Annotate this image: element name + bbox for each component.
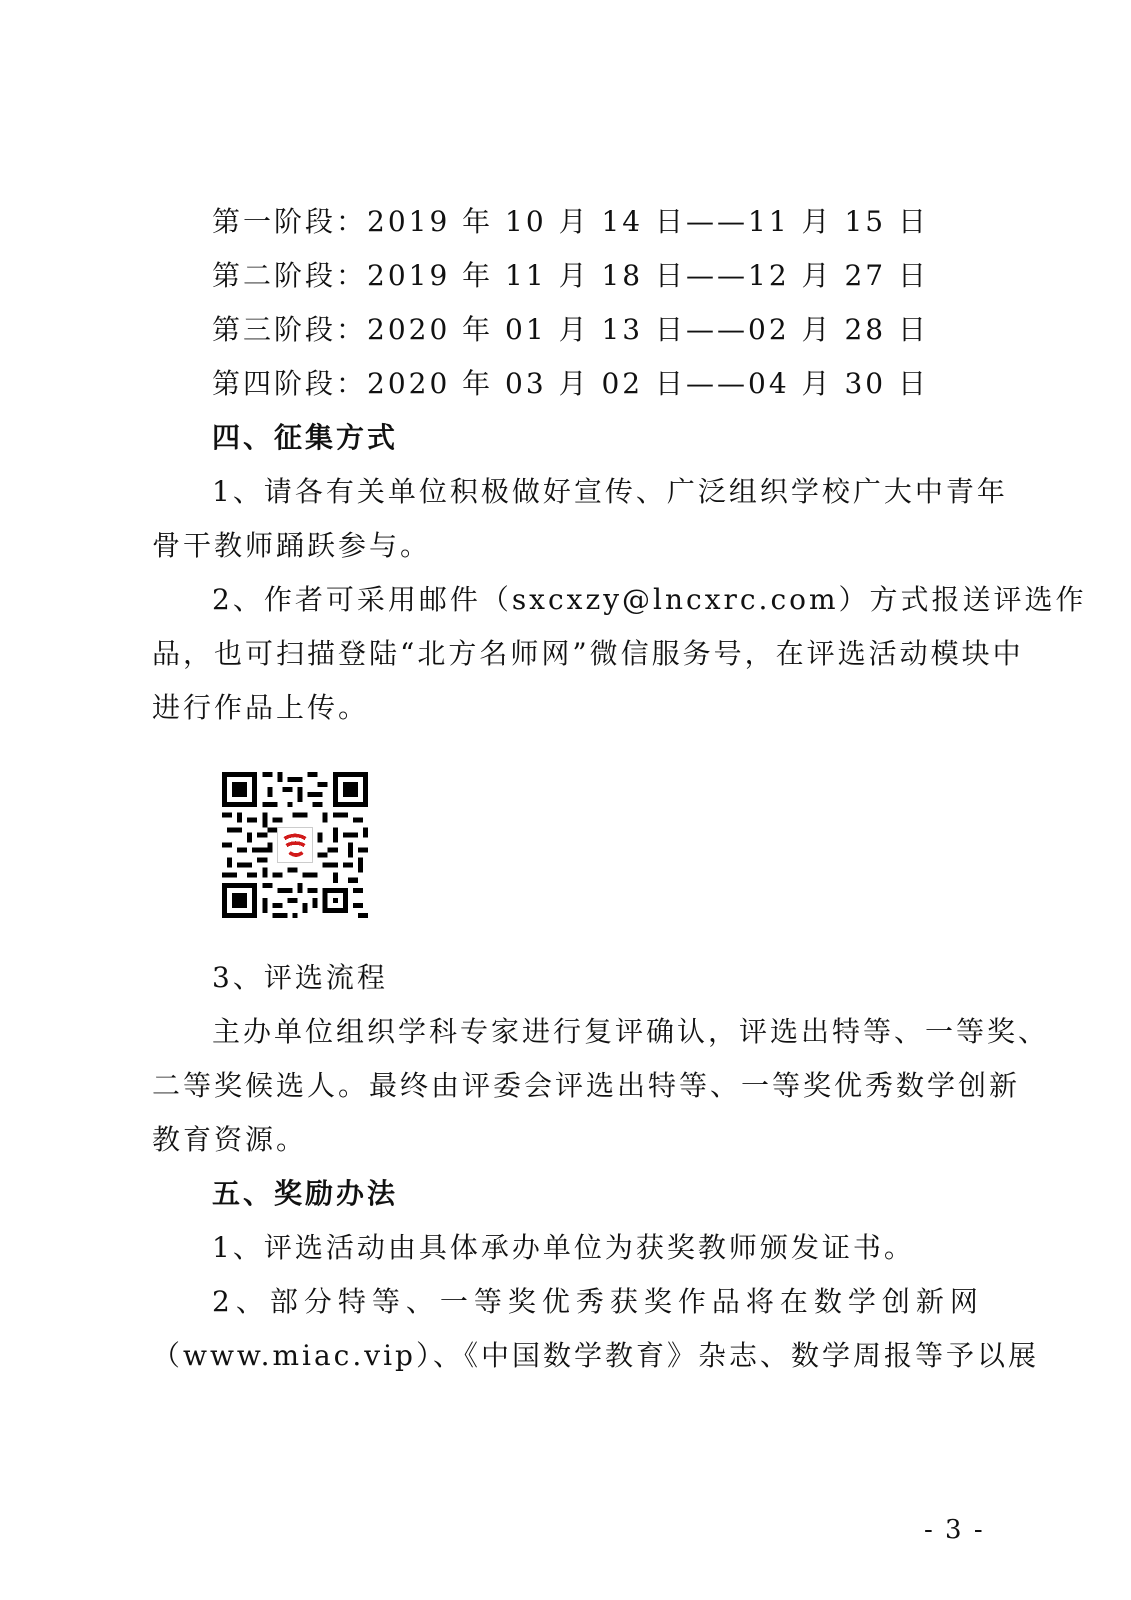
section-4-item-3-body-line-1: 主办单位组织学科专家进行复评确认，评选出特等、一等奖、 xyxy=(212,1015,1050,1048)
section-5-item-1: 1、评选活动由具体承办单位为获奖教师颁发证书。 xyxy=(212,1231,915,1264)
section-4-item-3-title: 3、评选流程 xyxy=(212,961,388,994)
section-4-item-3-body-line-2: 二等奖候选人。最终由评委会评选出特等、一等奖优秀数学创新 xyxy=(152,1069,1021,1102)
schedule-stage-2: 第二阶段：2019 年 11 月 18 日——12 月 27 日 xyxy=(212,259,929,292)
schedule-stage-4: 第四阶段：2020 年 03 月 02 日——04 月 30 日 xyxy=(212,367,929,400)
schedule-stage-3: 第三阶段：2020 年 01 月 13 日——02 月 28 日 xyxy=(212,313,929,346)
section-4-item-1-line-2: 骨干教师踊跃参与。 xyxy=(152,529,432,562)
section-5-heading: 五、奖励办法 xyxy=(212,1177,399,1210)
section-4-item-3-body-line-3: 教育资源。 xyxy=(152,1123,308,1156)
section-4-item-2-line-2: 品，也可扫描登陆“北方名师网”微信服务号，在评选活动模块中 xyxy=(152,637,1024,670)
section-5-item-2-line-1: 2、部分特等、一等奖优秀获奖作品将在数学创新网 xyxy=(212,1285,984,1318)
qr-code-icon xyxy=(222,772,368,918)
page-number: - 3 - xyxy=(924,1515,985,1545)
section-4-item-2-line-1: 2、作者可采用邮件（sxcxzy@lncxrc.com）方式报送评选作 xyxy=(212,583,1087,616)
section-4-item-2-line-3: 进行作品上传。 xyxy=(152,691,370,724)
section-4-heading: 四、征集方式 xyxy=(212,421,399,454)
section-5-item-2-line-2: （www.miac.vip）、《中国数学教育》杂志、数学周报等予以展 xyxy=(152,1339,1039,1372)
schedule-stage-1: 第一阶段：2019 年 10 月 14 日——11 月 15 日 xyxy=(212,205,929,238)
section-4-item-1-line-1: 1、请各有关单位积极做好宣传、广泛组织学校广大中青年 xyxy=(212,475,1008,508)
